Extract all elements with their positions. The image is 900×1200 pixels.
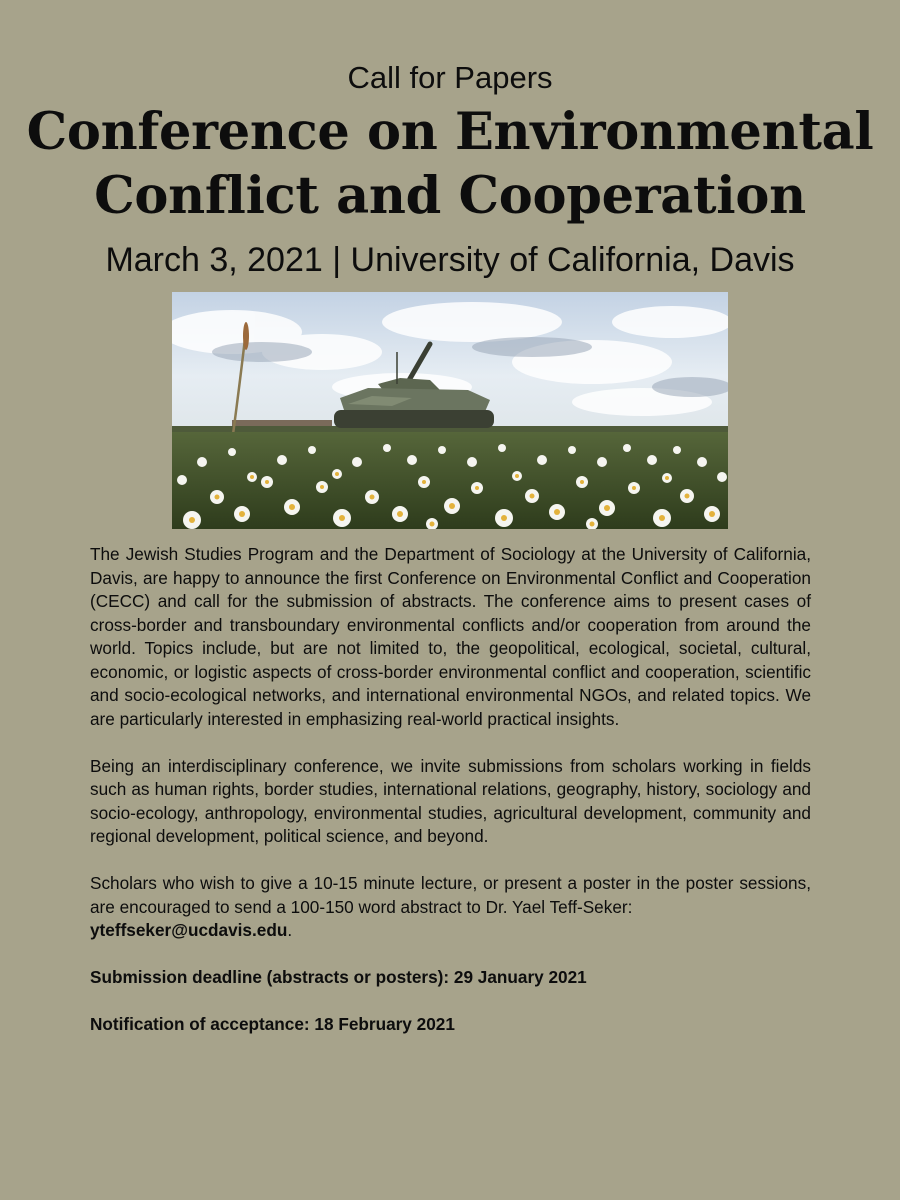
tank-in-daisy-field-photo [172,292,728,529]
call-for-papers-body [90,543,811,1060]
intro-paragraph: The Jewish Studies Program and the Department of Sociology at the University of California, Davis, are happy to announce the first Conference on Environmental Conflict and Cooperation (CECC) and call for the submission of abstracts. The conference aims to present cases of cross-border and transboundary environmental conflicts and/or cooperation from around the world. Topics include, but are not limited to, the geopolitical, ecological, societal, cultural, economic, or logistic aspects of cross-border environmental conflict and cooperation, scientific and socio-ecological networks, and international environmental NGOs, and related topics. We are particularly interested in emphasizing real-world practical insights. [90,544,811,729]
notification-date: Notification of acceptance: 18 February 2021 [90,1014,455,1034]
contact-email-link[interactable]: yteffseker@ucdavis.edu [90,920,288,940]
email-period: . [287,920,293,940]
conference-title [0,100,900,228]
submission-paragraph [90,872,811,943]
title-line-1: Conference on Environmental [26,102,874,162]
disciplines-paragraph: Being an interdisciplinary conference, we invite submissions from scholars working in fields such as human rights, border studies, international relations, geography, history, sociology and socio-ecology, anthropology, environmental studies, agricultural development, community and regional development, political science, and beyond. [90,755,811,846]
submission-instructions: Scholars who wish to give a 10-15 minute lecture, or present a poster in the poster sessions, are encouraged to send a 100-150 word abstract to Dr. Yael Teff-Seker: [90,873,811,917]
title-line-2: Conflict and Cooperation [94,166,806,226]
photo-illustration [172,292,728,529]
date-location-subtitle: March 3, 2021 | University of California, Davis [105,241,795,279]
submission-deadline: Submission deadline (abstracts or posters): 29 January 2021 [90,967,587,987]
call-for-papers-kicker: Call for Papers [347,60,553,95]
